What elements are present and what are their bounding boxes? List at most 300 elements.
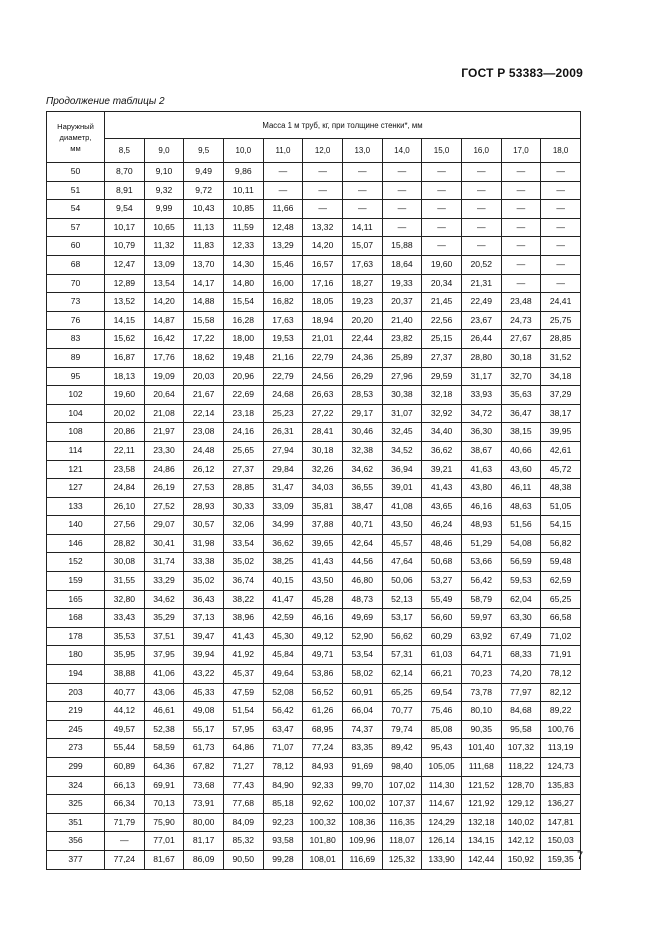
mass-cell: 92,62 [303,795,343,814]
mass-cell: 28,41 [303,423,343,442]
mass-cell: 30,18 [501,348,541,367]
mass-cell: 25,23 [263,404,303,423]
mass-cell: 38,67 [461,441,501,460]
mass-cell: 24,36 [342,348,382,367]
mass-cell: 21,97 [144,423,184,442]
diameter-cell: 178 [47,627,105,646]
mass-cell: 36,30 [461,423,501,442]
document-header-standard: ГОСТ Р 53383—2009 [461,66,583,80]
mass-cell: 32,80 [105,590,145,609]
diameter-cell: 377 [47,850,105,869]
mass-cell: 13,29 [263,237,303,256]
mass-cell: 84,90 [263,776,303,795]
mass-cell: 125,32 [382,850,422,869]
mass-cell: 21,40 [382,311,422,330]
mass-cell: — [461,237,501,256]
mass-cell: 40,66 [501,441,541,460]
mass-cell: 35,63 [501,386,541,405]
mass-cell: 73,78 [461,683,501,702]
mass-cell: 55,44 [105,739,145,758]
mass-cell: 31,98 [184,534,224,553]
mass-cell: 16,00 [263,274,303,293]
mass-cell: 26,29 [342,367,382,386]
mass-cell: 33,54 [223,534,263,553]
thickness-header-cell: 9,5 [184,139,224,163]
mass-cell: — [303,163,343,182]
mass-cell: 34,72 [461,404,501,423]
mass-cell: 71,79 [105,813,145,832]
mass-cell: 77,24 [303,739,343,758]
mass-cell: 14,20 [303,237,343,256]
mass-cell: 66,13 [105,776,145,795]
mass-cell: 86,09 [184,850,224,869]
mass-cell: — [422,218,462,237]
mass-cell: 60,89 [105,758,145,777]
mass-cell: 25,89 [382,348,422,367]
mass-cell: 32,38 [342,441,382,460]
mass-cell: 91,69 [342,758,382,777]
mass-cell: 57,31 [382,646,422,665]
mass-cell: — [541,274,581,293]
mass-cell: 85,08 [422,720,462,739]
mass-cell: 39,21 [422,460,462,479]
mass-cell: 56,60 [422,609,462,628]
mass-cell: 26,19 [144,479,184,498]
mass-cell: 90,50 [223,850,263,869]
mass-cell: 46,16 [461,497,501,516]
mass-cell: 35,02 [223,553,263,572]
table-row [47,497,581,516]
diameter-cell: 60 [47,237,105,256]
mass-cell: 134,15 [461,832,501,851]
mass-cell: 24,16 [223,423,263,442]
mass-cell: 89,22 [541,702,581,721]
mass-cell: 43,50 [382,516,422,535]
mass-cell: 71,27 [223,758,263,777]
mass-cell: 53,27 [422,572,462,591]
mass-cell: 49,12 [303,627,343,646]
mass-cell: 35,53 [105,627,145,646]
mass-cell: 30,57 [184,516,224,535]
mass-cell: 25,65 [223,441,263,460]
mass-cell: 41,43 [303,553,343,572]
mass-cell: 45,28 [303,590,343,609]
mass-cell: 46,11 [501,479,541,498]
mass-cell: 140,02 [501,813,541,832]
mass-cell: 43,60 [501,460,541,479]
table-row [47,386,581,405]
mass-cell: 48,46 [422,534,462,553]
mass-cell: 109,96 [342,832,382,851]
mass-cell: 20,03 [184,367,224,386]
mass-cell: 43,50 [303,572,343,591]
mass-cell: 53,54 [342,646,382,665]
mass-cell: 24,48 [184,441,224,460]
mass-cell: 71,02 [541,627,581,646]
mass-cell: 13,32 [303,218,343,237]
mass-cell: 64,36 [144,758,184,777]
mass-cell: 14,20 [144,293,184,312]
mass-cell: 62,59 [541,572,581,591]
thickness-header-cell: 15,0 [422,139,462,163]
mass-cell: 52,13 [382,590,422,609]
diameter-cell: 133 [47,497,105,516]
mass-cell: 77,24 [105,850,145,869]
mass-cell: 30,08 [105,553,145,572]
mass-cell: 81,17 [184,832,224,851]
table-row [47,832,581,851]
mass-cell: 118,22 [501,758,541,777]
mass-cell: 39,47 [184,627,224,646]
mass-cell: 77,43 [223,776,263,795]
mass-cell: 54,08 [501,534,541,553]
table-row [47,348,581,367]
mass-cell: 45,33 [184,683,224,702]
mass-cell: 25,15 [422,330,462,349]
diameter-cell: 54 [47,200,105,219]
mass-cell: 12,89 [105,274,145,293]
mass-cell: 22,49 [461,293,501,312]
diameter-cell: 159 [47,572,105,591]
mass-cell: 25,75 [541,311,581,330]
mass-cell: 37,13 [184,609,224,628]
table-row [47,293,581,312]
mass-cell: 14,17 [184,274,224,293]
mass-cell: 105,05 [422,758,462,777]
diameter-cell: 324 [47,776,105,795]
mass-cell: 46,16 [303,609,343,628]
mass-cell: 28,80 [461,348,501,367]
mass-cell: 142,12 [501,832,541,851]
mass-cell: 108,36 [342,813,382,832]
mass-cell: 8,70 [105,163,145,182]
thickness-header-cell: 12,0 [303,139,343,163]
mass-cell: 36,94 [382,460,422,479]
mass-cell: 49,71 [303,646,343,665]
mass-cell: 16,42 [144,330,184,349]
mass-cell: 37,95 [144,646,184,665]
diameter-cell: 127 [47,479,105,498]
mass-cell: 70,13 [144,795,184,814]
diameter-cell: 219 [47,702,105,721]
mass-cell: 98,40 [382,758,422,777]
mass-cell: 45,30 [263,627,303,646]
mass-cell: 58,59 [144,739,184,758]
mass-cell: 81,67 [144,850,184,869]
mass-cell: 18,64 [382,255,422,274]
table-row [47,720,581,739]
mass-cell: 52,38 [144,720,184,739]
mass-cell: 22,11 [105,441,145,460]
mass-cell: 11,59 [223,218,263,237]
mass-cell: 28,53 [342,386,382,405]
mass-cell: 46,61 [144,702,184,721]
mass-cell: 28,93 [184,497,224,516]
mass-cell: 33,29 [144,572,184,591]
mass-cell: 59,53 [501,572,541,591]
mass-cell: 33,38 [184,553,224,572]
mass-cell: 101,80 [303,832,343,851]
table-row [47,795,581,814]
table-row [47,609,581,628]
mass-cell: — [501,163,541,182]
table-row [47,813,581,832]
mass-cell: 59,48 [541,553,581,572]
table-row [47,163,581,182]
mass-cell: 90,35 [461,720,501,739]
mass-cell: 49,08 [184,702,224,721]
mass-cell: 38,96 [223,609,263,628]
mass-cell: 12,33 [223,237,263,256]
mass-cell: 10,65 [144,218,184,237]
mass-cell: 22,44 [342,330,382,349]
mass-cell: 30,46 [342,423,382,442]
mass-cell: 44,12 [105,702,145,721]
table-row [47,330,581,349]
mass-cell: 27,67 [501,330,541,349]
mass-cell: 9,32 [144,181,184,200]
mass-cell: 34,40 [422,423,462,442]
mass-cell: 42,64 [342,534,382,553]
mass-cell: 136,27 [541,795,581,814]
mass-cell: — [501,255,541,274]
mass-cell: 24,73 [501,311,541,330]
thickness-header-cell: 17,0 [501,139,541,163]
mass-cell: 64,86 [223,739,263,758]
mass-cell: 66,04 [342,702,382,721]
mass-cell: 36,47 [501,404,541,423]
mass-cell: 18,05 [303,293,343,312]
mass-cell: 82,12 [541,683,581,702]
mass-cell: 51,56 [501,516,541,535]
mass-cell: 114,30 [422,776,462,795]
mass-cell: 10,17 [105,218,145,237]
mass-cell: 31,47 [263,479,303,498]
mass-cell: 20,37 [382,293,422,312]
mass-cell: 34,52 [382,441,422,460]
mass-cell: 142,44 [461,850,501,869]
mass-cell: 15,58 [184,311,224,330]
mass-cell: 55,17 [184,720,224,739]
thickness-header-row [47,139,581,163]
mass-cell: 19,48 [223,348,263,367]
mass-cell: 32,45 [382,423,422,442]
mass-cell: 36,43 [184,590,224,609]
mass-cell: 41,47 [263,590,303,609]
table-row [47,646,581,665]
mass-cell: 27,96 [382,367,422,386]
mass-cell: 14,11 [342,218,382,237]
mass-cell: 23,30 [144,441,184,460]
mass-cell: 33,43 [105,609,145,628]
mass-cell: 41,63 [461,460,501,479]
thickness-header-cell: 13,0 [342,139,382,163]
mass-cell: 41,92 [223,646,263,665]
mass-cell: 21,01 [303,330,343,349]
page-number: 7 [577,850,584,862]
mass-cell: 35,95 [105,646,145,665]
mass-cell: 77,68 [223,795,263,814]
mass-cell: 24,68 [263,386,303,405]
mass-cell: 68,95 [303,720,343,739]
mass-cell: 32,70 [501,367,541,386]
mass-cell: 31,07 [382,404,422,423]
mass-cell: 15,62 [105,330,145,349]
table-row [47,218,581,237]
mass-cell: — [263,163,303,182]
mass-cell: — [501,200,541,219]
mass-cell: 61,26 [303,702,343,721]
mass-cell: 13,54 [144,274,184,293]
mass-cell: 9,72 [184,181,224,200]
mass-cell: 13,52 [105,293,145,312]
mass-cell: 66,21 [422,665,462,684]
diameter-cell: 194 [47,665,105,684]
mass-cell: 26,12 [184,460,224,479]
diameter-cell: 146 [47,534,105,553]
mass-cell: — [501,181,541,200]
mass-cell: 118,07 [382,832,422,851]
mass-cell: 53,86 [303,665,343,684]
table-row [47,423,581,442]
table-row [47,590,581,609]
mass-cell: 70,23 [461,665,501,684]
mass-cell: 14,87 [144,311,184,330]
mass-cell: 24,56 [303,367,343,386]
mass-cell: — [342,181,382,200]
thickness-header-cell: 9,0 [144,139,184,163]
mass-cell: 75,90 [144,813,184,832]
diameter-cell: 152 [47,553,105,572]
mass-cell: 61,73 [184,739,224,758]
mass-cell: 16,87 [105,348,145,367]
mass-cell: 17,22 [184,330,224,349]
mass-cell: 30,33 [223,497,263,516]
mass-cell: 121,52 [461,776,501,795]
mass-cell: 27,94 [263,441,303,460]
mass-cell: 62,14 [382,665,422,684]
mass-cell: 50,68 [422,553,462,572]
mass-cell: — [263,181,303,200]
mass-cell: 10,79 [105,237,145,256]
mass-cell: 23,67 [461,311,501,330]
mass-cell: 33,09 [263,497,303,516]
mass-cell: 49,57 [105,720,145,739]
mass-cell: 159,35 [541,850,581,869]
mass-cell: 37,51 [144,627,184,646]
mass-cell: 22,69 [223,386,263,405]
mass-cell: 116,69 [342,850,382,869]
mass-cell: — [541,255,581,274]
mass-cell: 45,72 [541,460,581,479]
mass-cell: 38,17 [541,404,581,423]
mass-cell: 19,53 [263,330,303,349]
mass-cell: 52,90 [342,627,382,646]
mass-cell: 107,37 [382,795,422,814]
mass-cell: 49,69 [342,609,382,628]
mass-cell: 34,62 [342,460,382,479]
mass-cell: 11,66 [263,200,303,219]
mass-cell: 58,79 [461,590,501,609]
mass-cell: 85,18 [263,795,303,814]
diam-header-line: диаметр, [59,132,92,142]
outer-diameter-header [47,112,105,163]
mass-cell: 48,63 [501,497,541,516]
mass-cell: — [501,274,541,293]
table-row [47,627,581,646]
thickness-header-cell: 10,0 [223,139,263,163]
mass-cell: 44,56 [342,553,382,572]
mass-cell: 27,37 [223,460,263,479]
mass-cell: 71,07 [263,739,303,758]
table-row [47,479,581,498]
mass-cell: — [422,200,462,219]
mass-cell: 92,23 [263,813,303,832]
mass-cell: 56,62 [382,627,422,646]
mass-cell: 116,35 [382,813,422,832]
mass-cell: 128,70 [501,776,541,795]
mass-cell: 8,91 [105,181,145,200]
mass-cell: 85,32 [223,832,263,851]
mass-cell: 107,02 [382,776,422,795]
mass-cell: 43,65 [422,497,462,516]
mass-cell: 26,31 [263,423,303,442]
mass-cell: 19,09 [144,367,184,386]
mass-cell: 11,13 [184,218,224,237]
mass-cell: 77,01 [144,832,184,851]
mass-cell: — [422,237,462,256]
diameter-cell: 356 [47,832,105,851]
mass-cell: 10,43 [184,200,224,219]
mass-cell: 16,82 [263,293,303,312]
table-row [47,665,581,684]
mass-cell: 133,90 [422,850,462,869]
mass-cell: 15,88 [382,237,422,256]
mass-cell: 9,86 [223,163,263,182]
mass-cell: 56,52 [303,683,343,702]
diameter-cell: 180 [47,646,105,665]
mass-cell: 20,96 [223,367,263,386]
table-row [47,850,581,869]
mass-cell: 59,97 [461,609,501,628]
table-row [47,683,581,702]
mass-cell: 34,18 [541,367,581,386]
mass-cell: 84,68 [501,702,541,721]
mass-cell: — [541,200,581,219]
table-row [47,534,581,553]
diameter-cell: 273 [47,739,105,758]
mass-cell: 18,00 [223,330,263,349]
mass-cell: 121,92 [461,795,501,814]
mass-cell: 27,56 [105,516,145,535]
mass-cell: 33,93 [461,386,501,405]
mass-cell: 15,46 [263,255,303,274]
mass-cell: 56,42 [263,702,303,721]
mass-cell: — [461,218,501,237]
mass-cell: 32,92 [422,404,462,423]
mass-cell: 55,49 [422,590,462,609]
mass-cell: 22,56 [422,311,462,330]
mass-cell: 113,19 [541,739,581,758]
diameter-cell: 102 [47,386,105,405]
mass-cell: 10,11 [223,181,263,200]
mass-cell: 26,63 [303,386,343,405]
mass-cell: — [382,163,422,182]
mass-cell: 99,70 [342,776,382,795]
mass-cell: 17,16 [303,274,343,293]
mass-cell: 51,29 [461,534,501,553]
mass-cell: 20,34 [422,274,462,293]
